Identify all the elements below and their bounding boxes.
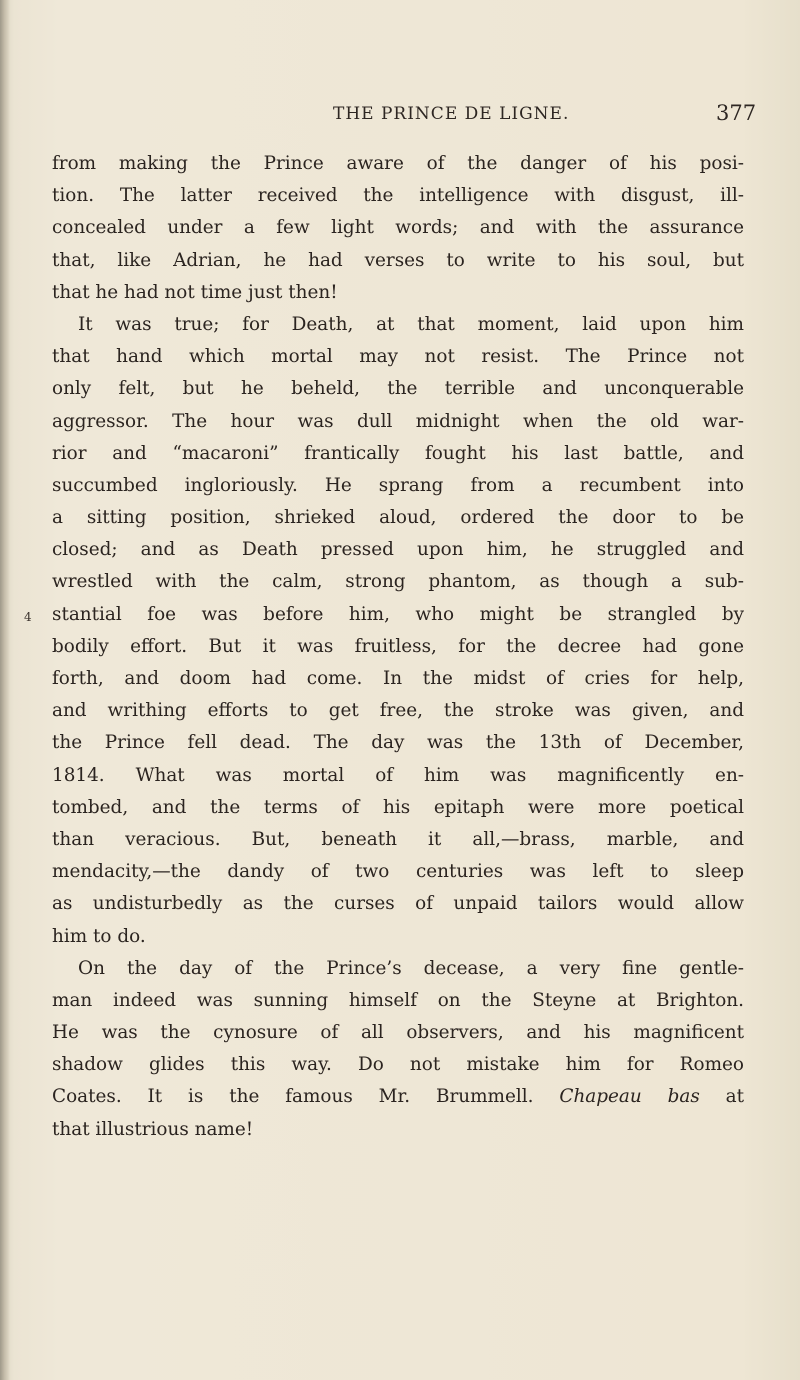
text-line: man indeed was sunning himself on the Steyne at Brighton.: [52, 989, 744, 1011]
text-line: a sitting position, shrieked aloud, ordered the door to be: [52, 507, 744, 529]
text-line: tombed, and the terms of his epitaph were more poetical: [52, 796, 744, 818]
text-line: bodily effort. But it was fruitless, for the decree had gone: [52, 635, 744, 657]
binding-edge: [0, 0, 10, 1380]
text-line: wrestled with the calm, strong phantom, as though a sub-: [52, 571, 744, 593]
body-text: [52, 148, 744, 1146]
running-head: THE PRINCE DE LIGNE.: [333, 104, 570, 124]
text-line-with-italic: [52, 1081, 744, 1113]
text-line: closed; and as Death pressed upon him, he struggled and: [52, 539, 744, 561]
text-line: only felt, but he beheld, the terrible and unconquerable: [52, 378, 744, 400]
text-segment: Coates. It is the famous Mr. Brummell.: [52, 1086, 534, 1108]
text-line: and writhing efforts to get free, the stroke was given, and: [52, 700, 744, 722]
margin-mark: 4: [24, 610, 32, 624]
text-line: forth, and doom had come. In the midst of cries for help,: [52, 668, 744, 689]
text-line: He was the cynosure of all observers, and his magnificent: [52, 1022, 744, 1044]
text-line: shadow glides this way. Do not mistake him for Romeo: [52, 1054, 744, 1076]
text-line: On the day of the Prince’s decease, a very fine gentle-: [78, 957, 744, 979]
text-line: 1814. What was mortal of him was magnificently en-: [52, 764, 744, 786]
text-line: tion. The latter received the intelligence with disgust, ill-: [52, 185, 744, 207]
text-line: from making the Prince aware of the danger of his posi-: [52, 153, 744, 174]
text-line: stantial foe was before him, who might be strangled by: [52, 603, 744, 625]
text-line: that hand which mortal may not resist. The Prince not: [52, 346, 744, 368]
text-line: that illustrious name!: [52, 1118, 254, 1140]
text-line: the Prince fell dead. The day was the 13th of December,: [52, 732, 744, 754]
text-line: aggressor. The hour was dull midnight when the old war-: [52, 410, 744, 432]
italic-phrase: Chapeau bas: [559, 1086, 700, 1108]
text-line: rior and “macaroni” frantically fought his last battle, and: [52, 442, 744, 464]
text-line: succumbed ingloriously. He sprang from a recumbent into: [52, 474, 744, 496]
page-number: 377: [716, 101, 757, 125]
text-line: mendacity,—the dandy of two centuries was left to sleep: [52, 861, 744, 883]
text-segment: at: [699, 1086, 744, 1108]
text-line: that, like Adrian, he had verses to write to his soul, but: [52, 249, 744, 271]
text-line: It was true; for Death, at that moment, laid upon him: [78, 313, 744, 335]
text-line: concealed under a few light words; and with the assurance: [52, 217, 744, 239]
text-line: as undisturbedly as the curses of unpaid tailors would allow: [52, 893, 744, 915]
text-line: that he had not time just then!: [52, 281, 338, 303]
text-line: than veracious. But, beneath it all,—brass, marble, and: [52, 828, 744, 850]
text-line: him to do.: [52, 925, 146, 947]
